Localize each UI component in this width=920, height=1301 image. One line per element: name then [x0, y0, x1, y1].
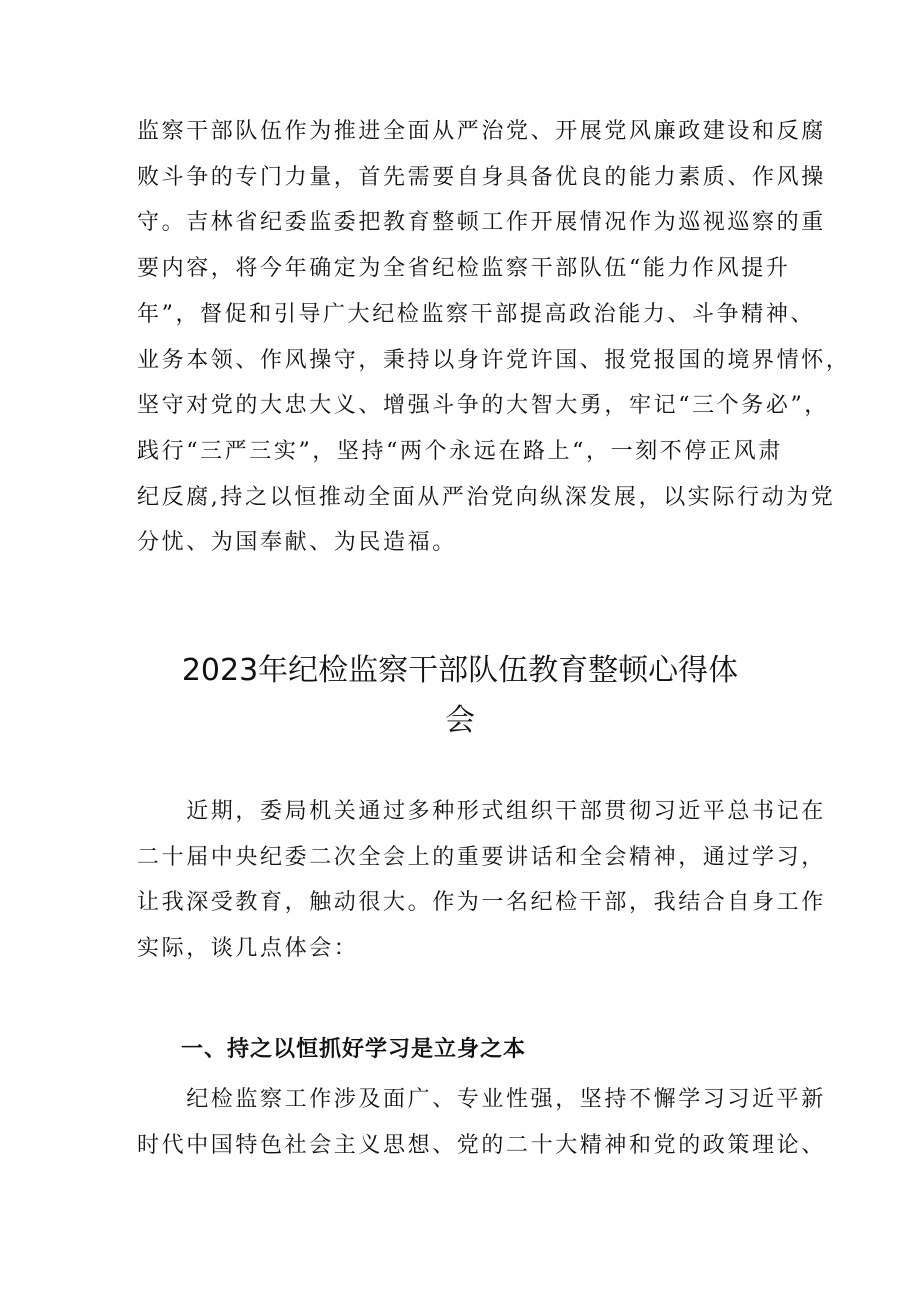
paragraph-line: 纪反腐,持之以恒推动全面从严治党向纵深发展，以实际行动为党: [137, 484, 836, 510]
paragraph-line: 践行“三严三实”，坚持“两个永远在路上“，一刻不停正风肃: [137, 438, 783, 464]
paragraph-line: 坚守对党的大忠大义、增强斗争的大智大勇，牢记“三个务必”，: [137, 393, 829, 419]
paragraph-line: 要内容，将今年确定为全省纪检监察干部队伍“能力作风提升: [137, 256, 791, 282]
paragraph-line: 近期，委局机关通过多种形式组织干部贯彻习近平总书记在: [137, 799, 826, 824]
paragraph-line: 败斗争的专门力量，首先需要自身具备优良的能力素质、作风操: [137, 164, 826, 190]
paragraph-line: 监察干部队伍作为推进全面从严治党、开展党风廉政建设和反腐: [137, 119, 826, 144]
paragraph-line: 守。吉林省纪委监委把教育整顿工作开展情况作为巡视巡察的重: [137, 210, 826, 236]
paragraph-line: 分忧、为国奉献、为民造福。: [137, 530, 457, 556]
opening-paragraph: [137, 789, 826, 972]
paragraph-line: 纪检监察工作涉及面广、专业性强，坚持不懈学习习近平新: [137, 1087, 826, 1112]
section-heading: 一、持之以恒抓好学习是立身之本: [181, 1037, 527, 1062]
paragraph-line: 实际，谈几点体会：: [137, 936, 359, 962]
title-line: 2023年纪检监察干部队伍教育整顿心得体: [181, 653, 739, 688]
article-title: [120, 646, 800, 746]
title-line: 会: [445, 703, 475, 738]
paragraph-line: 业务本领、作风操守，秉持以身许党许国、报党报国的境界情怀，: [137, 347, 851, 373]
paragraph-line: 二十届中央纪委二次全会上的重要讲话和全会精神，通过学习，: [137, 844, 826, 870]
paragraph-line: 时代中国特色社会主义思想、党的二十大精神和党的政策理论、: [137, 1132, 826, 1158]
paragraph-line: 年”，督促和引导广大纪检监察干部提高政治能力、斗争精神、: [137, 301, 816, 327]
intro-paragraph: [137, 109, 851, 566]
paragraph-line: 让我深受教育，触动很大。作为一名纪检干部，我结合自身工作: [137, 890, 826, 916]
section-paragraph: [137, 1077, 826, 1168]
